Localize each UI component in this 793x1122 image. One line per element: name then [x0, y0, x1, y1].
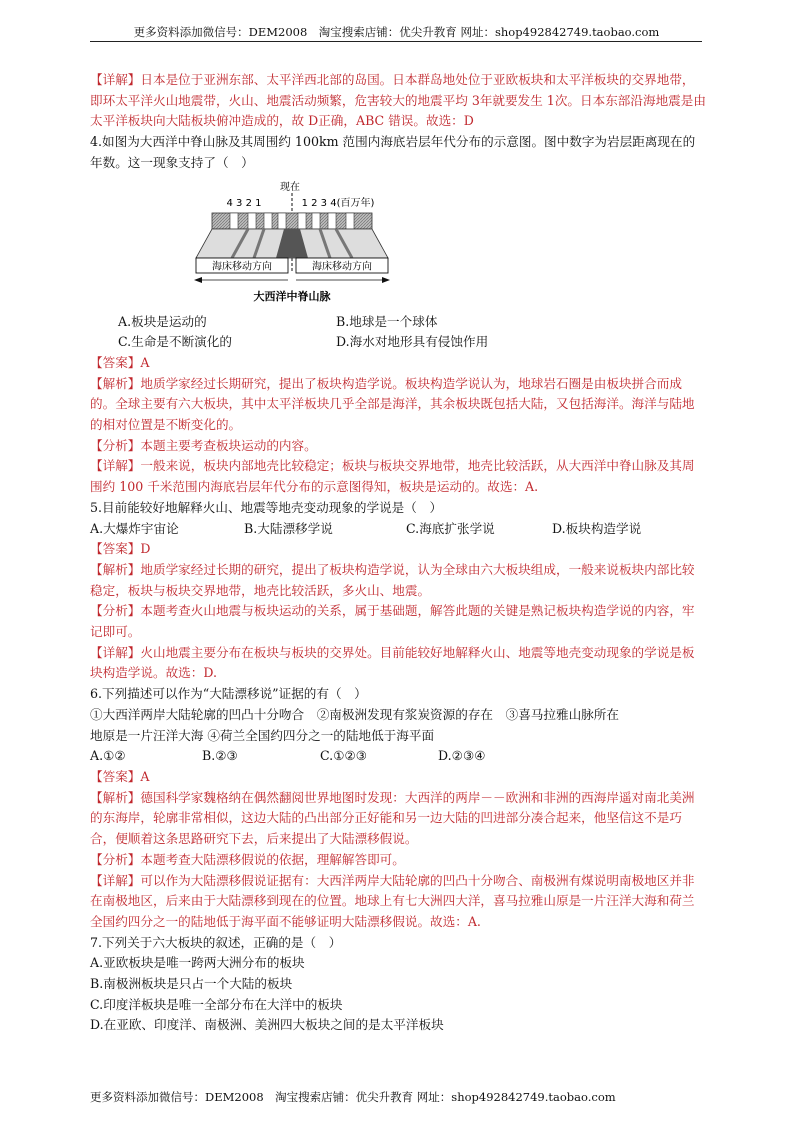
q6-option-a: A.①②: [90, 748, 126, 764]
stripe-right-2: [312, 213, 320, 229]
q4-options-row1: [90, 312, 706, 333]
now-label: 现在: [280, 181, 300, 193]
q6-options: [90, 746, 706, 767]
q5-stem: 5.目前能较好地解释火山、地震等地壳变动现象的学说是（ ）: [90, 499, 443, 515]
page-header: 更多资料添加微信号：DEM2008 淘宝搜索店铺：优尖升教育 网址：shop492842749.taobao.com: [133, 25, 660, 39]
stripe-right-4: [346, 213, 354, 229]
q3-detail: 【详解】日本是位于亚洲东部、太平洋西北部的岛国。日本群岛地处位于亚欧板块和太平洋板块的交界地带，即环太平洋火山地震带，火山、地震活动频繁，危害较大的地震平均 3年就要发生 1次。日本东部沿海地震是由太平洋板块向大陆板块俯冲造成的，故 D正确，ABC 错误。故选：D: [90, 72, 706, 129]
q6-detail: 【详解】可以作为大陆漂移假说证据有：大西洋两岸大陆轮廓的凹凸十分吻合、南极洲有煤说明南极地区并非在南极地区，后来由于大陆漂移到现在的位置。地球上有七大洲四大洋，喜马拉雅山原是一片汪洋大海和荷兰全国约四分之一的陆地低于海平面不能够证明大陆漂移假说。故选：A.: [90, 872, 695, 929]
right-age-labels: 1 2 3 4(百万年): [301, 197, 375, 209]
q4-analysis: 【解析】地质学家经过长期研究，提出了板块构造学说。板块构造学说认为，地球岩石圈是由板块拼合而成的。全球主要有六大板块，其中太平洋板块几乎全部是海洋，其余板块既包括大陆，又包括海洋。海洋与陆地的相对位置是不断变化的。: [90, 375, 695, 433]
figure-caption: 大西洋中脊山脉: [253, 289, 331, 303]
stripe-right-3: [328, 213, 336, 229]
q5-option-c: C.海底扩张学说: [406, 520, 495, 536]
q4-option-d: D.海水对地形具有侵蚀作用: [336, 334, 489, 350]
q5-detail: 【详解】火山地震主要分布在板块与板块的交界处。目前能较好地解释火山、地震等地壳变动现象的学说是板块构造学说。故选：D.: [90, 644, 695, 681]
stripe-right-1: [298, 213, 306, 229]
q4-fenxi: 【分析】本题主要考查板块运动的内容。: [90, 437, 317, 453]
q4-options-row2: [90, 332, 706, 353]
q6-analysis: 【解析】德国科学家魏格纳在偶然翻阅世界地图时发现：大西洋的两岸－－欧洲和非洲的西海岸遥对南北美洲的东海岸，轮廓非常相似，这边大陆的凸出部分正好能和另一边大陆的凹进部分凑合起来，他坚信这不是巧合，便顺着这条思路研究下去，后来提出了大陆漂移假说。: [90, 789, 695, 847]
q4-option-a: A.板块是运动的: [118, 313, 207, 329]
q4-answer: 【答案】A: [90, 354, 150, 370]
q6-items-line1: ①大西洋两岸大陆轮廓的凹凸十分吻合 ②南极洲发现有浆炭资源的存在 ③喜马拉雅山脉所在: [90, 706, 619, 722]
document-body: [90, 70, 706, 1036]
q6-option-b: B.②③: [202, 748, 238, 764]
mid-atlantic-ridge-figure: [192, 178, 392, 308]
left-direction-label: 海床移动方向: [212, 261, 272, 273]
q5-option-a: A.大爆炸宇宙论: [90, 520, 179, 536]
q4-option-c: C.生命是不断演化的: [118, 334, 232, 350]
q7-option-a: A.亚欧板块是唯一跨两大洲分布的板块: [90, 955, 305, 971]
q4-detail: 【详解】一般来说，板块内部地壳比较稳定；板块与板块交界地带，地壳比较活跃，从大西洋中脊山脉及其周围约 100 千米范围内海底岩层年代分布的示意图得知，板块是运动的。故选：A.: [90, 458, 695, 495]
stripe-left-2: [264, 213, 272, 229]
stripe-left-4: [230, 213, 238, 229]
q7-option-d: D.在亚欧、印度洋、南极洲、美洲四大板块之间的是太平洋板块: [90, 1017, 444, 1033]
left-arrow-icon: [194, 277, 202, 283]
q6-fenxi: 【分析】本题考查大陆漂移假说的依据，理解解答即可。: [90, 851, 405, 867]
q6-stem: 6.下列描述可以作为“大陆漂移说”证据的有（ ）: [90, 686, 367, 702]
q4-stem: 4.如图为大西洋中脊山脉及其周围约 100km 范围内海底岩层年代分布的示意图。图中数字为岩层距离现在的年数。这一现象支持了（ ）: [90, 134, 696, 170]
q5-option-d: D.板块构造学说: [552, 520, 642, 536]
stripe-left-3: [248, 213, 256, 229]
q5-options: [90, 519, 706, 540]
q5-analysis: 【解析】地质学家经过长期的研究，提出了板块构造学说，认为全球由六大板块组成，一般来说板块内部比较稳定，板块与板块交界地带，地壳比较活跃，多火山、地震。: [90, 561, 695, 598]
header-divider: [90, 41, 702, 42]
right-direction-label: 海床移动方向: [312, 261, 372, 273]
q5-option-b: B.大陆漂移学说: [244, 520, 333, 536]
q6-option-d: D.②③④: [438, 748, 486, 764]
q5-fenxi: 【分析】本题考查火山地震与板块运动的关系，属于基础题，解答此题的关键是熟记板块构造学说的内容，牢记即可。: [90, 603, 695, 640]
q6-option-c: C.①②③: [320, 748, 368, 764]
q6-items-line2: 地原是一片汪洋大海 ④荷兰全国约四分之一的陆地低于海平面: [90, 727, 435, 743]
q5-answer: 【答案】D: [90, 541, 151, 557]
q7-option-c: C.印度洋板块是唯一全部分布在大洋中的板块: [90, 996, 343, 1012]
q7-option-b: B.南极洲板块是只占一个大陆的板块: [90, 976, 293, 992]
page-footer: 更多资料添加微信号：DEM2008 淘宝搜索店铺：优尖升教育 网址：shop492842749.taobao.com: [90, 1090, 616, 1104]
q4-option-b: B.地球是一个球体: [336, 313, 438, 329]
ridge-diagram: [192, 178, 392, 308]
right-arrow-icon: [382, 277, 390, 283]
q7-stem: 7.下列关于六大板块的叙述，正确的是（ ）: [90, 934, 342, 950]
q6-answer: 【答案】A: [90, 768, 150, 784]
stripe-left-1: [278, 213, 286, 229]
left-age-labels: 4 3 2 1: [226, 197, 262, 209]
